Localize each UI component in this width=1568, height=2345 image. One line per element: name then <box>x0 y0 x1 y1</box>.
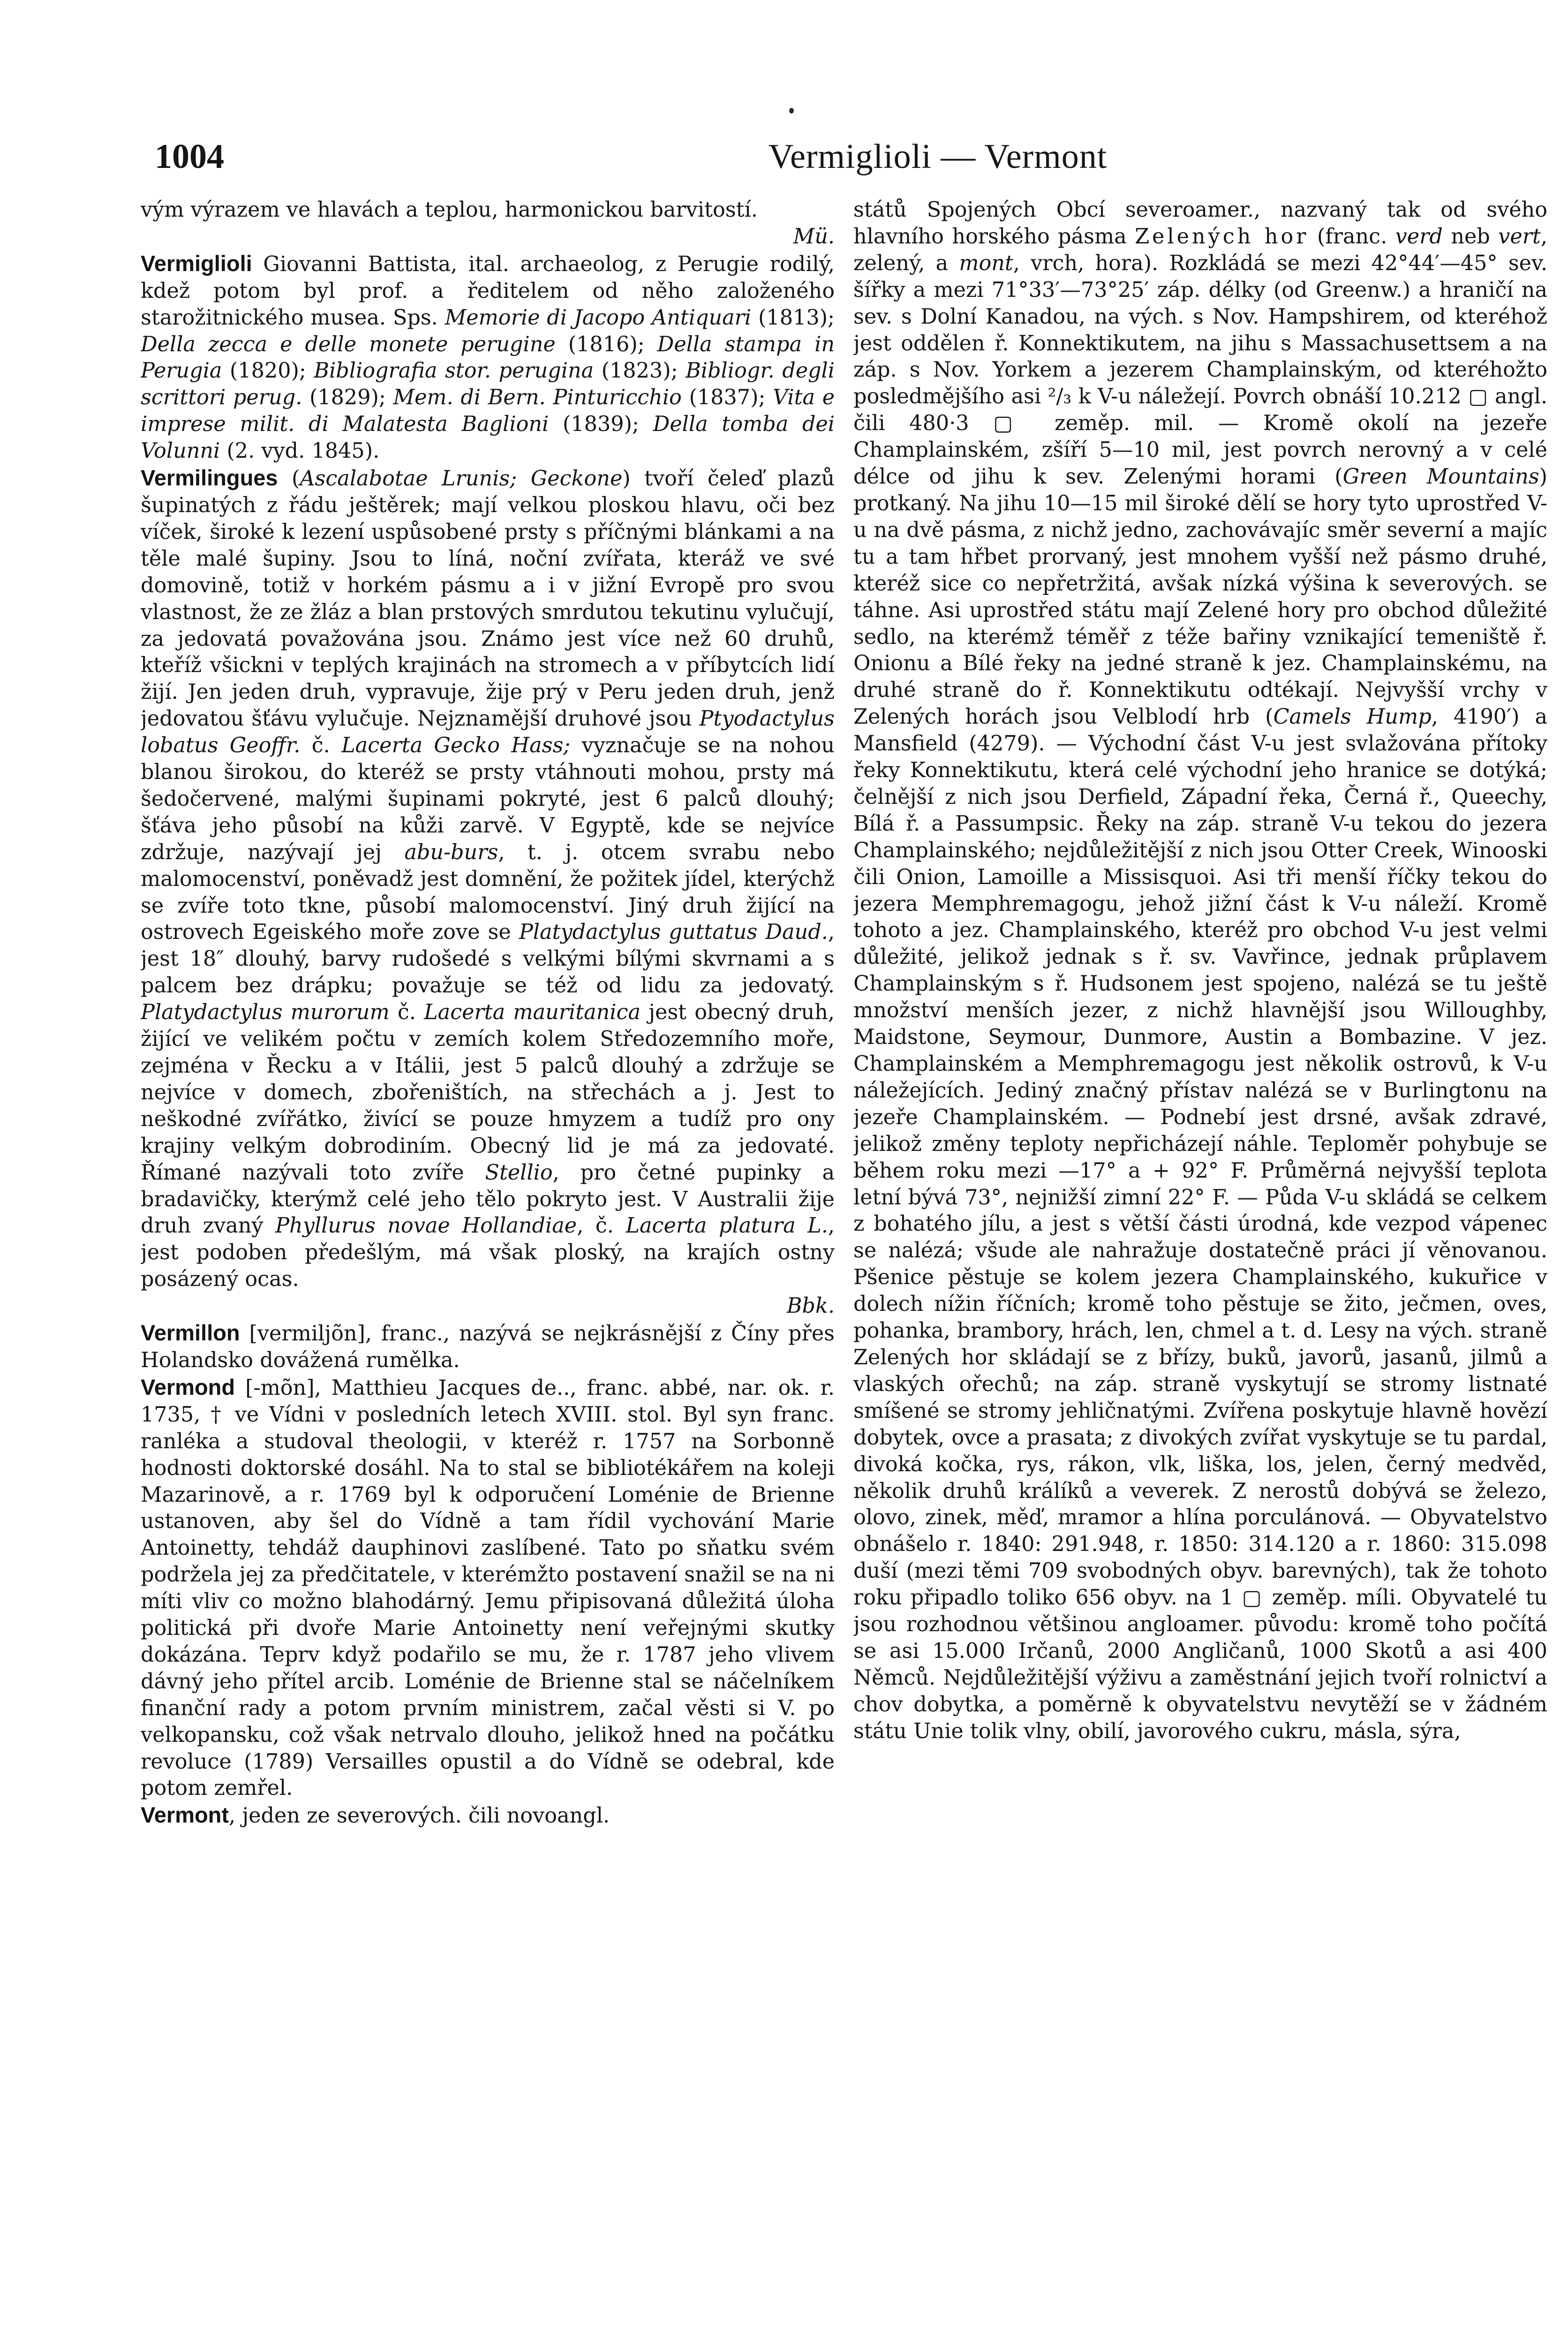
foreign-term: mont <box>959 251 1013 275</box>
entry-vermiglioli <box>141 250 835 465</box>
work-title: Mem. di Bern. Pinturicchio <box>393 386 682 410</box>
entry-continuation <box>141 197 835 250</box>
foreign-term: verd <box>1395 224 1443 249</box>
entry-vermont <box>141 1802 835 1830</box>
work-title: Della tomba dei Volunni <box>141 412 835 463</box>
running-head: Vermiglioli — Vermont <box>768 137 1108 176</box>
author-signature: Bbk. <box>786 1294 835 1318</box>
entry-text: ( <box>278 467 300 491</box>
entry-text: (franc. <box>1309 224 1395 249</box>
taxon-name: Lacerta mauritanica <box>424 1000 641 1025</box>
taxon-name: Lacerta Gecko Hass; <box>341 734 571 758</box>
entry-text: [-mõn], Matthieu Jacques de.., franc. abbé, nar. ok. r. 1735, † ve Vídni v posledních letech XVIII. stol. Byl syn franc. ranléka a studoval theologii, v kteréž r. 1757 na Sorbonně hodnosti doktorské dosáhl. Na to stal se bibliotékářem na koleji Mazarinově, a r. 1769 byl k odporučení Loménie de Brienne ustanoven, aby šel do Vídně a tam řídil vychování Marie Antoinetty, tehdáž dauphinovi zaslíbené. Tato po sňatku svém podržela jej za předčitatele, v kterémžto postavení snažil se na ni míti vliv co možno blahodárný. Jemu připisovaná důležitá úloha politická při dvoře Marie Antoinetty není veřejnými skutky dokázána. Teprv když podařilo se mu, že r. 1787 jeho vlivem dávný jeho přítel arcib. Loménie de Brienne stal se náčelníkem finanční rady a potom prvním ministrem, začal věsti si V. po velkopansku, což však netrvalo dlouho, jelikož hned na počátku revoluce (1789) Versailles opustil a do Vídně se odebral, kde potom zemřel. <box>141 1376 835 1800</box>
entry-text: Giovanni Battista, ital. archaeolog, z Perugie rodilý, kdež potom byl prof. a ředitelem od něho založeného starožitnického musea. Sps. <box>141 252 835 330</box>
taxon-name: Stellio <box>485 1160 553 1185</box>
entry-text: (1816); <box>555 332 657 356</box>
entry-text: (1820); <box>222 359 314 383</box>
entry-text: , 4190′) a Mansfield (4279). — Východní část V-u jest svlažována přítoky řeky Konnektikutu, která celé východní jeho hranice se dotýká; čelnější z nich jsou Derfield, Západní řeka, Černá ř., Queechy, Bílá ř. a Passumpsic. Řeky na záp. straně V-u tekou do jezera Champlainského; nejdůležitější z nich jsou Otter Creek, Winooski čili Onion, Lamoille a Missisquoi. Asi tři menší říčky tekou do jezera Memphremagogu, jehož jižní část k V-u náleží. Kromě tohoto a jez. Champlainského, kteréž pro obchod V-u jest velmi důležité, jelikož jednak s ř. sv. Vavřince, jednak průplavem Champlainským s ř. Hudsonem jest spojeno, nalézá se tu ještě množství menších jezer, z nichž hlavnější jsou Willoughby, Maidstone, Seymour, Dunmore, Austin a Bombazine. V jez. Champlainském a Memphremagogu jest několik ostrovů, k V-u náležejících. Jediný značný přístav nalézá se v Burlingtonu na jezeře Champlainském. — Podnebí jest drsné, avšak zdravé, jelikož změny teploty nepřicházejí náhle. Teploměr pohybuje se během roku mezi —17° a + 92° F. Průměrná nejvyšší teplota letní bývá 73°, nejnižší zimní 22° F. — Půda V-u skládá se celkem z bohatého jílu, a jest s větší části úrodná, kde vezpod vápenec se nalézá; všude ale nahražuje dostatečně práci jí věnovanou. Pšenice pěstuje se kolem jezera Champlainského, kukuřice v dolech nížin říčních; kromě toho pěstuje se žito, ječmen, oves, pohanka, brambory, hrách, len, chmel a t. d. Lesy na vých. straně Zelených hor skládají se z břízy, buků, javorů, jasanů, jilmů a vlaských ořechů; na záp. straně vyskytují se stromy listnaté smíšené se stromy jehličnatými. Zvířena poskytuje hlavně hovězí dobytek, ovce a prasata; z divokých zvířat vyskytuje se tu pardal, divoká kočka, rys, rákon, vlk, liška, los, jelen, černý medvěd, několik druhů králíků a veverek. Z nerostů dobývá se železo, olovo, zinek, měď, mramor a hlína porculánová. — Obyvatelstvo obnášelo r. 1840: 291.948, r. 1850: 314.120 a r. 1860: 315.098 duší (mezi těmi 709 svobodných obyv. barevných), tak že tohoto roku připadlo toliko 656 obyv. na 1 ▢ zeměp. míli. Obyvatelé tu jsou rozhodnou většinou angloamer. původu: kromě toho počítá se asi 15.000 Irčanů, 2000 Angličanů, 1000 Skotů a asi 400 Němců. Nejdůležitější výživu a zaměstnání jejich tvoří rolnictví a chov dobytka, a poměrně k obyvatelstvu nevytěží se v žádném státu Unie tolik vlny, obilí, javorového cukru, másla, sýra, <box>853 705 1547 1743</box>
entry-headword: Vermiglioli <box>141 250 252 276</box>
entry-text: , vrch, hora). Rozkládá se mezi 42°44′—45° sev. šířky a mezi 71°33′—73°25′ záp. délky (od Greenw.) a hraničí na sev. s Dolní Kanadou, na vých. s Nov. Hampshirem, od kteréhož jest oddělen ř. Konnektikutem, na jihu s Massachusettsem a na záp. s Nov. Yorkem a jezerem Champlainským, od kteréhožto posledmějšího asi ²/₃ k V-u náležejí. Povrch obnáší 10.212 ▢ angl. čili 480·3 ▢ zeměp. mil. — Kromě okolí na jezeře Champlainském, zšíří 5—10 mil, jest povrch nerovný a v celé délce od jihu k sev. Zelenými horami ( <box>853 251 1547 489</box>
taxon-name: Ptyodactylus lobatus Geoffr. <box>141 707 835 758</box>
taxon-name: Platydactylus murorum <box>141 1000 390 1025</box>
entry-text: , jeden ze severových. čili novoangl. <box>229 1804 610 1828</box>
work-title: Bibliogr. degli scrittori perug. <box>141 359 835 410</box>
continuation-text: vým výrazem ve hlavách a teplou, harmonickou barvitostí. <box>141 198 758 222</box>
entry-text: států Spojených Obcí severoamer., nazvaný tak od svého hlavního horského pásma <box>853 198 1547 249</box>
taxon-name: Phyllurus novae Hollandiae <box>275 1214 577 1238</box>
page-header <box>155 137 1505 189</box>
entry-text: (1837); <box>681 386 773 410</box>
entry-text: vyznačuje se na nohou blanou širokou, do kteréž se prsty vtáhnouti mohou, prsty má šedočervené, malými šupinami pokryté, jest 6 palců dlouhý; šťáva jeho působí na kůži zarvě. V Egyptě, kde se nejvíce zdržuje, nazývají jej <box>141 734 835 864</box>
work-title: Della zecca e delle monete perugine <box>141 332 556 356</box>
entry-text: , zelený, a <box>853 224 1547 275</box>
work-title: Della stampa in Perugia <box>141 332 835 383</box>
entry-text: , t. j. otcem svrabu nebo malomocenství, poněvadž jest domnění, že požitek jídel, kterýchž se zvíře toto tkne, působí malomocenství. Jiný druh žijící na ostrovech Egeiského moře zove se <box>141 840 835 945</box>
entry-text: , jest podoben předešlým, má však ploský, na krajích ostny posázený ocas. <box>141 1214 835 1292</box>
foreign-term: Camels Hump <box>1273 705 1432 729</box>
entry-text: ) protkaný. Na jihu 10—15 mil široké dělí se hory tyto uprostřed V-u na dvě pásma, z nichž jedno, zachovávajíc směr severní a majíc tu a tam hřbet prorvaný, jest mnohem vyšší než pásmo druhé, kteréž sice co nepřetržitá, avšak nízká výšina k severových. se táhne. Asi uprostřed státu mají Zelené hory pro obchod důležité sedlo, na kterémž téměř z téže bařiny vznikající temeniště ř. Onionu a Bílé řeky na jedné straně k jez. Champlainskému, na druhé straně do ř. Konnektikutu odtékají. Nejvyšší vrchy v Zelených horách jsou Velblodí hrb ( <box>853 465 1547 729</box>
taxon-name: Ascalabotae Lrunis; Geckone <box>300 467 623 491</box>
entry-headword: Vermillon <box>141 1320 240 1346</box>
foreign-term: Green Mountains <box>1342 465 1539 489</box>
entry-text: (1823); <box>594 359 686 383</box>
entry-text: (1839); <box>549 412 653 437</box>
entry-vermillon <box>141 1320 835 1374</box>
entry-headword: Vermont <box>141 1802 229 1828</box>
page-number: 1004 <box>155 137 224 176</box>
entry-text: č. <box>389 1000 424 1025</box>
work-title: Memorie di Jacopo Antiquari <box>445 305 752 330</box>
left-column <box>141 197 835 2336</box>
foreign-term: vert <box>1498 224 1541 249</box>
entry-text: , pro četné pupinky a bradavičky, kterýmž celé jeho tělo pokryto jest. V Australii žije druh zvaný <box>141 1160 835 1238</box>
entry-text: jest obecný druh, žijící ve velikém počtu v zemích kolem Středozemního moře, zejména v Řecku a v Itálii, jest 5 palců dlouhý a zdržuje se nejvíce v domech, zbořeništích, na střechách a j. Jest to neškodné zvířátko, živící se pouze hmyzem a tudíž pro ony krajiny velkým dobrodiním. Obecný lid je má za jedovaté. Římané nazývali toto zvíře <box>141 1000 835 1185</box>
entry-text: (1829); <box>302 386 393 410</box>
entry-vermond <box>141 1374 835 1802</box>
entry-text: č. <box>300 734 342 758</box>
entry-text: , č. <box>577 1214 626 1238</box>
entry-text: (2. vyd. 1845). <box>220 439 380 463</box>
entry-headword: Vermilingues <box>141 465 278 491</box>
taxon-name: abu-burs <box>404 840 498 864</box>
author-signature: Mü. <box>793 224 835 249</box>
right-column <box>853 197 1547 2336</box>
entry-text: neb <box>1442 224 1499 249</box>
work-title: Bibliografia stor. perugina <box>314 359 594 383</box>
entry-text: ) tvoří čeleď plazů šupinatých z řádu ještěrek; mají velkou ploskou hlavu, oči bez víček, široké k lezení uspůsobené prsty s příčnými blánkami a na těle malé šupiny. Jsou to líná, noční zvířata, kteráž ve své domovině, totiž v horkém pásmu a i v jižní Evropě pro svou vlastnost, že ze žláz a blan prstových smrdutou tekutinu vylučují, za jedovatá považována jsou. Známo jest více než 60 druhů, kteříž všickni v teplých krajinách na stromech a v příbytcích lidí žijí. Jen jeden druh, vypravuje, žije prý v Peru jeden druh, jenž jedovatou šťávu vylučuje. Nejznamější druhové jsou <box>141 467 835 731</box>
entry-text: [vermiljõn], franc., nazývá se nejkrásnější z Číny přes Holandsko dovážená rumělka. <box>141 1322 835 1372</box>
entry-vermilingues <box>141 465 835 1320</box>
spaced-term: Zelených hor <box>1135 224 1309 249</box>
taxon-name: Lacerta platura L. <box>626 1214 828 1238</box>
work-title: Vita e imprese milit. di Malatesta Baglioni <box>141 386 835 437</box>
entry-vermont-continued <box>853 197 1547 1745</box>
taxon-name: Platydactylus guttatus Daud. <box>519 920 828 945</box>
scan-spot <box>789 108 794 113</box>
entry-text: , jest 18″ dlouhý, barvy rudošedé s velkými bílými skvrnami a s palcem bez drápku; považuje se též od lidu za jedovatý. <box>141 920 835 998</box>
entry-headword: Vermond <box>141 1374 235 1399</box>
entry-text: (1813); <box>751 305 835 330</box>
